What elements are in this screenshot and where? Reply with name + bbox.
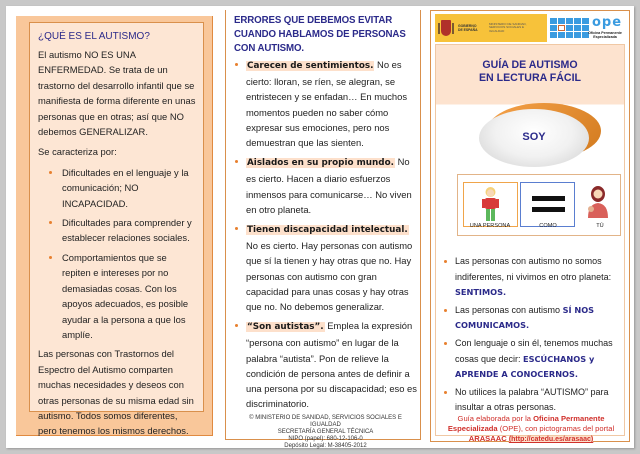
arasaac-link[interactable]: (http://catedu.es/arasaac) bbox=[508, 436, 594, 443]
self-advocacy-list bbox=[438, 254, 626, 419]
equals-icon bbox=[520, 182, 575, 227]
credits-line: © MINISTERIO DE SANIDAD, SERVICIOS SOCIALES E IGUALDAD bbox=[249, 415, 402, 429]
coat-of-arms-icon bbox=[441, 20, 451, 36]
bullet-text: Las personas con autismo bbox=[455, 304, 563, 315]
list-item bbox=[438, 254, 626, 301]
pictogram-label: TÚ bbox=[596, 223, 604, 229]
list-item: Dificultades en el lenguaje y la comunicación; NO INCAPACIDAD. bbox=[38, 165, 197, 211]
error-title: Aislados en su propio mundo. bbox=[247, 158, 394, 169]
soy-label: SOY bbox=[522, 131, 546, 143]
error-text: Emplea la expresión “persona con autismo” en lugar de la palabra “autista”. Pon de relieve la condición de persona antes de definir a una persona por su discapacidad; eso es discriminatorio. bbox=[246, 320, 417, 410]
cover-title bbox=[435, 59, 625, 85]
bullet-emphasis: SENTIMOS. bbox=[455, 287, 507, 298]
bullet-text: Las personas con autismo no somos indiferentes, ni vivimos en otro planeta: bbox=[455, 256, 612, 282]
gobierno-text: GOBIERNO DE ESPAÑA bbox=[458, 24, 478, 32]
errors-list bbox=[234, 57, 417, 411]
closing-paragraph: Las personas con Trastornos del Espectro del Autismo comparten muchas necesidades y deseos con otras personas de su misma edad sin autismo. Todos somos diferentes, pero tenemos los mismos derechos. bbox=[38, 348, 194, 437]
list-item bbox=[234, 154, 417, 217]
footer-note bbox=[437, 414, 625, 445]
girl-person-icon bbox=[463, 182, 518, 227]
credits-block bbox=[234, 415, 417, 450]
bullet-emphasis: SÍ NOS COMUNICAMOS. bbox=[455, 304, 595, 331]
error-title: “Son autistas”. bbox=[247, 322, 324, 333]
ope-logo bbox=[547, 14, 625, 42]
badge-face bbox=[479, 109, 589, 167]
panel-errors-content bbox=[234, 14, 417, 450]
footer-portal: ARASAAC bbox=[468, 434, 507, 443]
error-text: No es cierto. Hacen a diario esfuerzos inmensos para comunicarse… No viven en otro planeta. bbox=[246, 156, 412, 215]
list-item: Comportamientos que se repiten e intereses por no demasiadas cosas. Con los apoyos adecuados, es posible ayudar a la persona a que los amplíe. bbox=[38, 250, 197, 342]
footer-org: Oficina Permanente Especializada bbox=[447, 414, 605, 433]
error-text: No es cierto. Hay personas con autismo que sí la tienen y hay otras que no. Hay personas con autismo con gran capacidad para unas cosas y hay otras que no. No debemos generalizar. bbox=[246, 240, 413, 313]
list-item bbox=[234, 221, 417, 314]
ope-subtitle: Oficina Permanente Especializada bbox=[588, 31, 622, 39]
pictogram-label: COMO bbox=[539, 223, 557, 229]
list-item bbox=[438, 336, 626, 383]
soy-badge bbox=[479, 103, 603, 167]
list-item bbox=[234, 57, 417, 150]
credits-line: Depósito Legal: M-38405-2012 bbox=[284, 443, 367, 450]
cover-title-line: GUÍA DE AUTISMO bbox=[482, 59, 578, 71]
gobierno-logo bbox=[435, 14, 547, 42]
error-text: No es cierto: lloran, se ríen, se alegran, se entristecen y se enfadan… En muchos momentos pueden no saber cómo expresar sus emociones, pero nos demuestran que las sienten. bbox=[246, 59, 408, 149]
list-item bbox=[438, 385, 626, 416]
cover-title-line: EN LECTURA FÁCIL bbox=[478, 72, 581, 84]
section-heading: ¿QUÉ ES EL AUTISMO? bbox=[38, 31, 150, 42]
footer-text: (OPE), con pictogramas del portal bbox=[497, 424, 615, 433]
error-title: Carecen de sentimientos. bbox=[247, 61, 374, 71]
characteristics-list bbox=[38, 165, 197, 342]
bullet-text: Con lenguaje o sin él, tenemos muchas cosas que decir: bbox=[455, 337, 613, 364]
characterized-label: Se caracteriza por: bbox=[38, 146, 117, 158]
panel-errors bbox=[213, 10, 421, 450]
ope-wordmark: ope bbox=[592, 15, 623, 30]
list-item bbox=[438, 303, 626, 334]
pictogram-label: UNA PERSONA bbox=[469, 223, 511, 229]
credits-line: SECRETARÍA GENERAL TÉCNICA bbox=[277, 429, 374, 436]
panel-what-is-autism bbox=[16, 16, 213, 436]
error-title: Tienen discapacidad intelectual. bbox=[247, 225, 408, 236]
logos-bar bbox=[435, 14, 625, 42]
footer-text: Guía elaborada por la bbox=[457, 414, 534, 423]
list-item bbox=[234, 318, 417, 411]
panel-what-is-autism-box bbox=[29, 22, 204, 437]
woman-person-icon bbox=[578, 182, 633, 227]
bullet-emphasis: ESCÚCHANOS y APRENDE A CONOCERNOS. bbox=[455, 353, 595, 380]
panel-cover bbox=[430, 10, 630, 442]
bullet-text: No utilices la palabra “AUTISMO” para insultar a otras personas. bbox=[455, 386, 609, 413]
ministerio-text: MINISTERIO DE SANIDAD, SERVICIOS SOCIALES E IGUALDAD bbox=[489, 21, 527, 33]
brochure-page bbox=[6, 6, 634, 448]
credits-line: NIPO (papel): 680-12-106-0 bbox=[288, 436, 363, 443]
ope-grid-icon bbox=[550, 18, 589, 38]
section-heading: ERRORES QUE DEBEMOS EVITAR CUANDO HABLAMOS DE PERSONAS CON AUTISMO. bbox=[234, 15, 406, 54]
pictogram-strip bbox=[457, 174, 621, 236]
intro-paragraph: El autismo NO ES UNA ENFERMEDAD. Se trata de un trastorno del desarrollo infantil que se manifiesta de forma diferente en unas personas que en otras; así que NO debemos GENERALIZAR. bbox=[38, 49, 196, 138]
list-item: Dificultades para comprender y establecer relaciones sociales. bbox=[38, 215, 197, 246]
